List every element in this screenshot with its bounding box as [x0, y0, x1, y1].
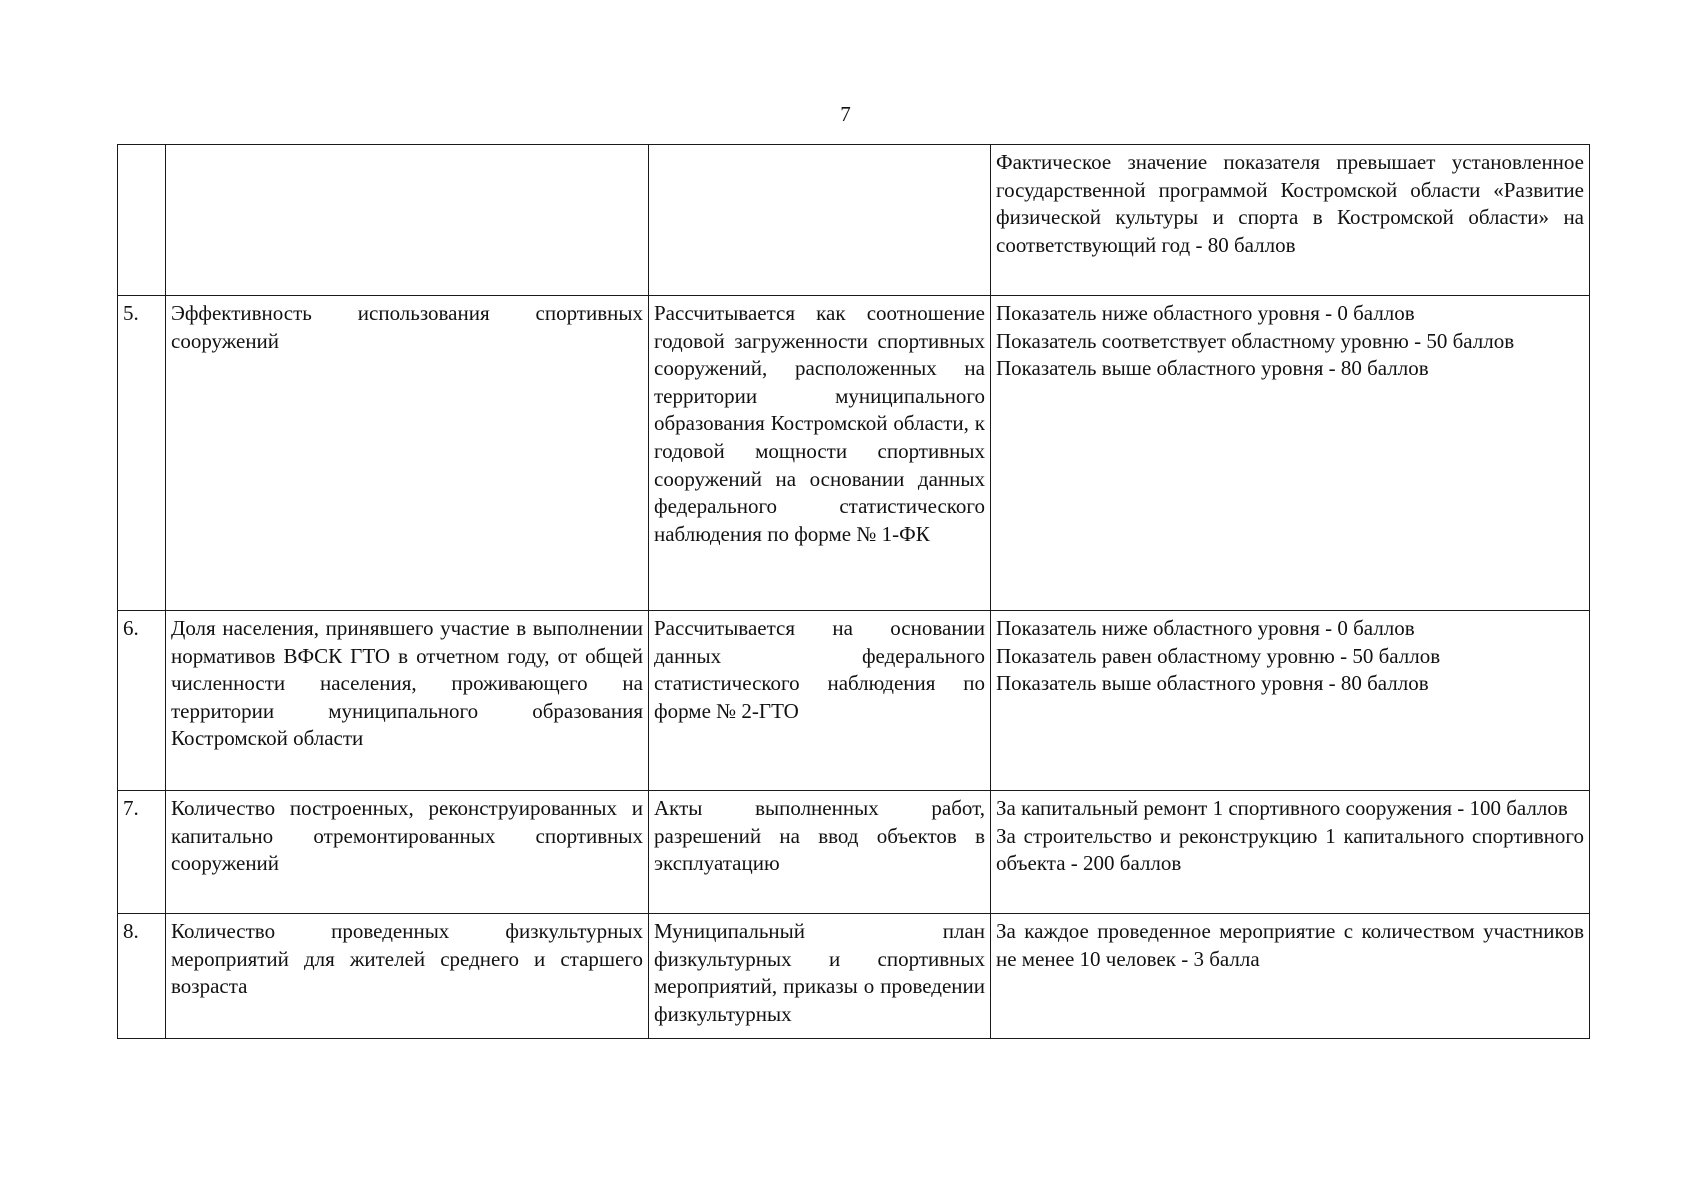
indicator-cell: Количество построенных, реконструированных и капитально отремонтированных спортивных сооружений [166, 791, 649, 914]
row-number-cell: 5. [118, 296, 166, 611]
page-number: 7 [840, 102, 851, 126]
indicator-cell [166, 145, 649, 296]
method-cell: Акты выполненных работ, разрешений на ввод объектов в эксплуатацию [649, 791, 991, 914]
indicator-cell: Эффективность использования спортивных сооружений [166, 296, 649, 611]
criteria-table [117, 144, 1590, 1039]
method-cell: Рассчитывается как соотношение годовой загруженности спортивных сооружений, расположенных на территории муниципального образования Костромской области, к годовой мощности спортивных сооружений на основании данных федерального статистического наблюдения по форме № 1-ФК [649, 296, 991, 611]
row-number-cell: 6. [118, 611, 166, 791]
criteria-cell [991, 145, 1590, 296]
criteria-cell [991, 296, 1590, 611]
criteria-cell [991, 611, 1590, 791]
indicator-cell: Количество проведенных физкультурных мероприятий для жителей среднего и старшего возраста [166, 914, 649, 1039]
criteria-line: Показатель выше областного уровня - 80 баллов [996, 356, 1429, 381]
method-cell [649, 145, 991, 296]
criteria-line: Показатель выше областного уровня - 80 баллов [996, 671, 1429, 696]
criteria-line: За каждое проведенное мероприятие с количеством участников не менее 10 человек - 3 балла [996, 919, 1584, 971]
criteria-cell [991, 914, 1590, 1039]
criteria-cell [991, 791, 1590, 914]
criteria-line: Показатель ниже областного уровня - 0 баллов [996, 301, 1415, 325]
method-cell: Рассчитывается на основании данных федерального статистического наблюдения по форме № 2-ГТО [649, 611, 991, 791]
criteria-line: Показатель соответствует областному уровню - 50 баллов [996, 328, 1515, 353]
criteria-line: За строительство и реконструкцию 1 капитального спортивного объекта - 200 баллов [996, 823, 1584, 876]
method-cell: Муниципальный план физкультурных и спортивных мероприятий, приказы о проведении физкультурных [649, 914, 991, 1039]
table-row [118, 611, 1590, 791]
row-number-cell: 7. [118, 791, 166, 914]
criteria-line: Показатель ниже областного уровня - 0 баллов [996, 616, 1415, 640]
table-row [118, 914, 1590, 1039]
table-row [118, 145, 1590, 296]
indicator-cell: Доля населения, принявшего участие в выполнении нормативов ВФСК ГТО в отчетном году, от общей численности населения, проживающего на территории муниципального образования Костромской области [166, 611, 649, 791]
row-number-cell: 8. [118, 914, 166, 1039]
row-number-cell [118, 145, 166, 296]
table-row [118, 791, 1590, 914]
table-row [118, 296, 1590, 611]
criteria-line: Фактическое значение показателя превышает установленное государственной программой Костромской области «Развитие физической культуры и спорта в Костромской области» на соответствующий год - 80 баллов [996, 150, 1584, 257]
criteria-line: За капитальный ремонт 1 спортивного сооружения - 100 баллов [996, 796, 1568, 820]
criteria-line: Показатель равен областному уровню - 50 баллов [996, 643, 1441, 668]
